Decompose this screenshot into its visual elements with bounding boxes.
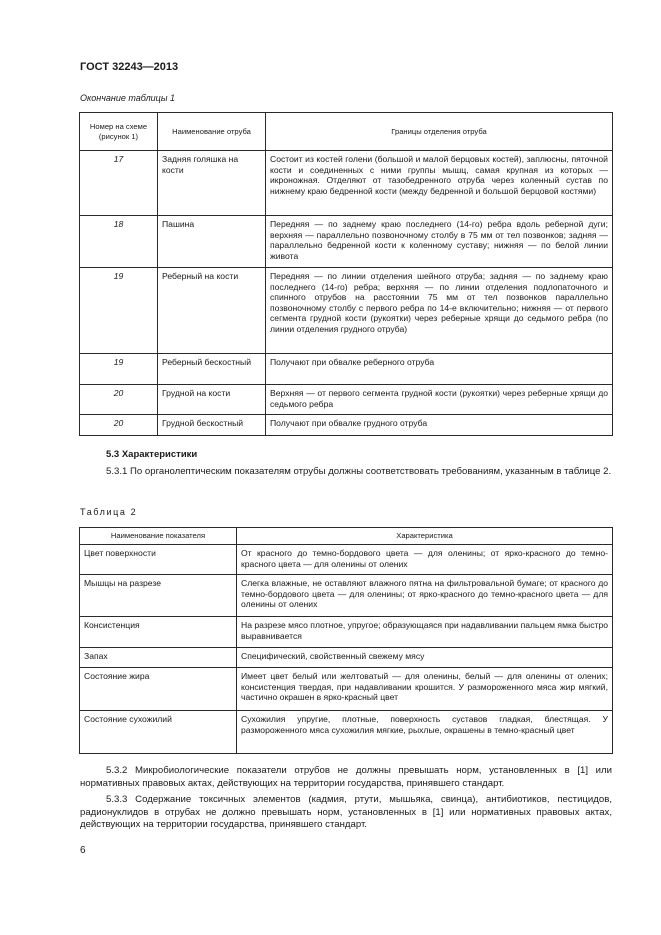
cell-cut-name: Пашина bbox=[158, 216, 266, 268]
table1-caption: Окончание таблицы 1 bbox=[80, 93, 175, 103]
cell-number: 17 bbox=[80, 151, 158, 216]
cell-number: 19 bbox=[80, 354, 158, 385]
standard-header: ГОСТ 32243—2013 bbox=[80, 61, 179, 73]
cell-boundaries: Получают при обвалке грудного отруба bbox=[266, 415, 613, 436]
cell-boundaries: Передняя — по линии отделения шейного отруба; задняя — по заднему краю последнего (14-го) ребра; верхняя — по линии отделения подлопаточного и спинного отрубов на расстоянии 75 мм от тел позвонков параллельно позвоночному столбу с первого ребра по 14-е включительно; нижняя — от первого сегмента грудной кости (рукоятки) через реберные хрящи до седьмого ребра (по линии отделения грудного отруба) bbox=[266, 268, 613, 354]
cell-indicator: Цвет поверхности bbox=[80, 545, 237, 575]
table1-header-boundaries: Границы отделения отруба bbox=[266, 113, 613, 151]
table-row bbox=[80, 648, 613, 668]
table-2 bbox=[79, 527, 613, 754]
cell-indicator: Состояние жира bbox=[80, 668, 237, 711]
table-row bbox=[80, 575, 613, 617]
cell-indicator: Консистенция bbox=[80, 617, 237, 648]
cell-cut-name: Реберный на кости bbox=[158, 268, 266, 354]
cell-number: 19 bbox=[80, 268, 158, 354]
cell-cut-name: Задняя голяшка на кости bbox=[158, 151, 266, 216]
cell-indicator: Мышцы на разрезе bbox=[80, 575, 237, 617]
table-row bbox=[80, 711, 613, 754]
cell-indicator: Состояние сухожилий bbox=[80, 711, 237, 754]
cell-boundaries: Передняя — по заднему краю последнего (14-го) ребра вдоль реберной дуги; верхняя — параллельно позвоночному столбу в 75 мм от тел позвонков; задняя — параллельно бедренной кости к коленному суставу; нижняя — по белой линии живота bbox=[266, 216, 613, 268]
table-row bbox=[80, 617, 613, 648]
cell-indicator: Запах bbox=[80, 648, 237, 668]
cell-characteristic: Специфический, свойственный свежему мясу bbox=[237, 648, 613, 668]
cell-characteristic: Слегка влажные, не оставляют влажного пятна на фильтровальной бумаге; от красного до темно-бордового цвета — для оленины; от ярко-красного до темно-красного цвета — для оленины от олених bbox=[237, 575, 613, 617]
table2-header-characteristic: Характеристика bbox=[237, 528, 613, 545]
table-row bbox=[80, 216, 613, 268]
table1-header-number: Номер на схеме (рисунок 1) bbox=[80, 113, 158, 151]
section-title: 5.3 Характеристики bbox=[106, 449, 198, 460]
cell-boundaries: Верхняя — от первого сегмента грудной кости (рукоятки) через реберные хрящи до седьмого ребра bbox=[266, 385, 613, 415]
table-row bbox=[80, 415, 613, 436]
cell-characteristic: Сухожилия упругие, плотные, поверхность суставов гладкая, блестящая. У размороженного мяса сухожилия мягкие, рыхлые, окрашены в темно-красный цвет bbox=[237, 711, 613, 754]
cell-cut-name: Грудной бескостный bbox=[158, 415, 266, 436]
table2-header-indicator: Наименование показателя bbox=[80, 528, 237, 545]
table1-header-name: Наименование отруба bbox=[158, 113, 266, 151]
paragraph-5-3-1: 5.3.1 По органолептическим показателям отрубы должны соответствовать требованиям, указанным в таблице 2. bbox=[106, 466, 612, 477]
cell-characteristic: На разрезе мясо плотное, упругое; образующаяся при надавливании пальцем ямка быстро выравнивается bbox=[237, 617, 613, 648]
page-number: 6 bbox=[80, 845, 86, 856]
table-row bbox=[80, 545, 613, 575]
table-row bbox=[80, 268, 613, 354]
cell-cut-name: Реберный бескостный bbox=[158, 354, 266, 385]
table-row bbox=[80, 151, 613, 216]
table-row bbox=[80, 668, 613, 711]
paragraph-5-3-3: 5.3.3 Содержание токсичных элементов (кадмия, ртути, мышьяка, свинца), антибиотиков, пестицидов, радионуклидов в отрубах не должно превышать норм, установленных в [1] или нормативных правовых актах, действующих на территории государства, принявшего стандарт. bbox=[80, 794, 612, 831]
table-row bbox=[80, 385, 613, 415]
table1-header-row bbox=[80, 113, 613, 151]
table2-header-row bbox=[80, 528, 613, 545]
table-row bbox=[80, 354, 613, 385]
cell-number: 18 bbox=[80, 216, 158, 268]
cell-characteristic: Имеет цвет белый или желтоватый — для оленины, белый — для оленины от олених; консистенция твердая, при надавливании крошится. У размороженного мяса жир мягкий, частично окрашен в ярко-красный цвет bbox=[237, 668, 613, 711]
cell-number: 20 bbox=[80, 385, 158, 415]
cell-boundaries: Состоит из костей голени (большой и малой берцовых костей), заплюсны, пяточной кости и соединенных с ними группы мышц, самая крупная из которых — икроножная. Отделяют от тазобедренного отруба через коленный сустав по нижнему краю бедренной кости (между бедренной и большой берцовой костями) bbox=[266, 151, 613, 216]
cell-cut-name: Грудной на кости bbox=[158, 385, 266, 415]
paragraph-5-3-2: 5.3.2 Микробиологические показатели отрубов не должны превышать норм, установленных в [1] или нормативных правовых актах, действующих на территории государства, принявшего стандарт. bbox=[80, 765, 612, 789]
table-1 bbox=[79, 112, 613, 436]
table2-caption: Таблица 2 bbox=[80, 507, 138, 517]
cell-number: 20 bbox=[80, 415, 158, 436]
cell-boundaries: Получают при обвалке реберного отруба bbox=[266, 354, 613, 385]
cell-characteristic: От красного до темно-бордового цвета — для оленины; от ярко-красного до темно-красного цвета — для оленины от олених bbox=[237, 545, 613, 575]
